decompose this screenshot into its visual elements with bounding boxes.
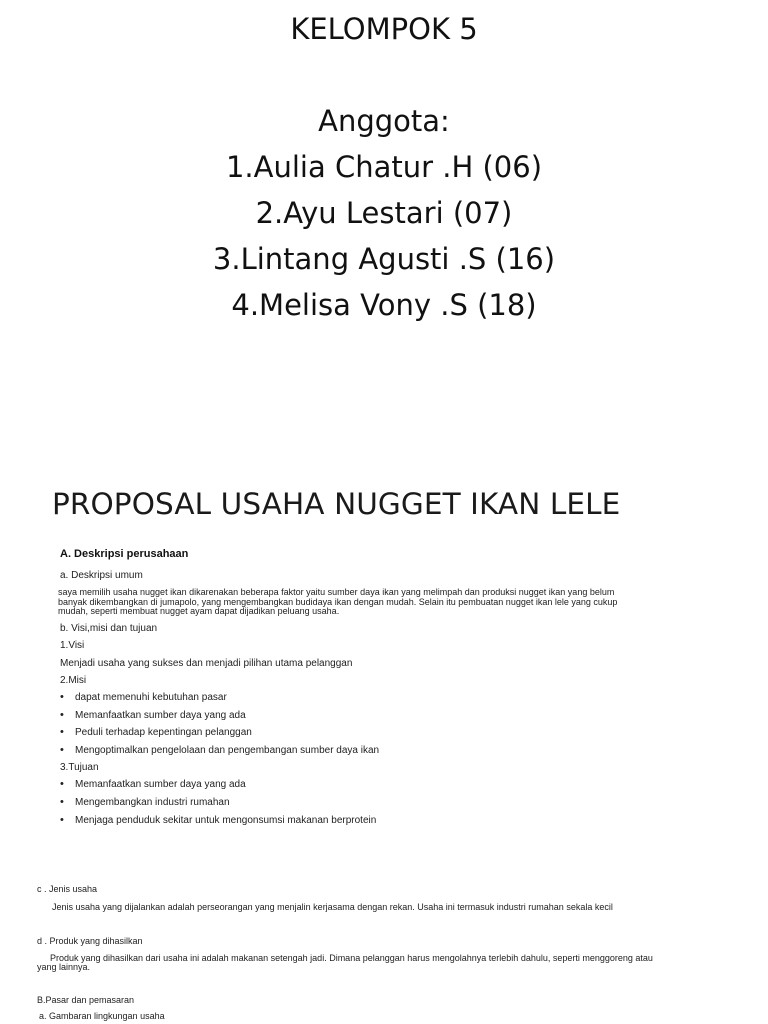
a-paragraph-line-3: mudah, seperti membuat nugget ayam dapat dijadikan peluang usaha. xyxy=(58,606,340,616)
visi-text: Menjadi usaha yang sukses dan menjadi pilihan utama pelanggan xyxy=(60,658,353,669)
tujuan-heading: 3.Tujuan xyxy=(60,762,99,773)
d-heading: d . Produk yang dihasilkan xyxy=(37,936,143,946)
bullet-icon: • xyxy=(60,796,64,808)
d-text-line-2: yang lainnya. xyxy=(37,962,91,972)
a-heading: a. Deskripsi umum xyxy=(60,570,143,581)
proposal-title: PROPOSAL USAHA NUGGET IKAN LELE xyxy=(52,487,621,521)
members-heading: Anggota: xyxy=(318,104,450,138)
d-text-line-1: Produk yang dihasilkan dari usaha ini adalah makanan setengah jadi. Dimana pelanggan harus mengolahnya terlebih dahulu, seperti menggoreng atau xyxy=(50,953,653,963)
group-title: KELOMPOK 5 xyxy=(290,12,478,46)
member-1: 1.Aulia Chatur .H (06) xyxy=(225,150,543,184)
member-3: 3.Lintang Agusti .S (16) xyxy=(212,242,556,276)
misi-heading: 2.Misi xyxy=(60,675,87,686)
b-sub-a: a. Gambaran lingkungan usaha xyxy=(39,1011,165,1021)
a-paragraph-line-2: banyak dikembangkan di jumapolo, yang mengembangkan budidaya ikan dengan mudah. Selain itu pembuatan nugget ikan lele yang cukup xyxy=(58,597,618,607)
member-2: 2.Ayu Lestari (07) xyxy=(255,196,513,230)
b-heading: b. Visi,misi dan tujuan xyxy=(60,623,158,634)
bullet-icon: • xyxy=(60,744,64,756)
member-4: 4.Melisa Vony .S (18) xyxy=(231,288,537,322)
bullet-icon: • xyxy=(60,778,64,790)
c-heading: c . Jenis usaha xyxy=(37,884,98,894)
c-text: Jenis usaha yang dijalankan adalah perseorangan yang menjalin kerjasama dengan rekan. Usaha ini termasuk industri rumahan sekala kecil xyxy=(52,902,613,912)
bullet-icon: • xyxy=(60,691,64,703)
bullet-icon: • xyxy=(60,709,64,721)
visi-heading: 1.Visi xyxy=(60,640,85,651)
section-b-heading: B.Pasar dan pemasaran xyxy=(37,995,135,1005)
bullet-icon: • xyxy=(60,814,64,826)
a-paragraph-line-1: saya memilih usaha nugget ikan dikarenakan beberapa faktor yaitu sumber daya ikan yang melimpah dan produksi nugget ikan yang belum xyxy=(58,587,615,597)
section-a-heading: A. Deskripsi perusahaan xyxy=(60,548,189,560)
bullet-icon: • xyxy=(60,726,64,738)
